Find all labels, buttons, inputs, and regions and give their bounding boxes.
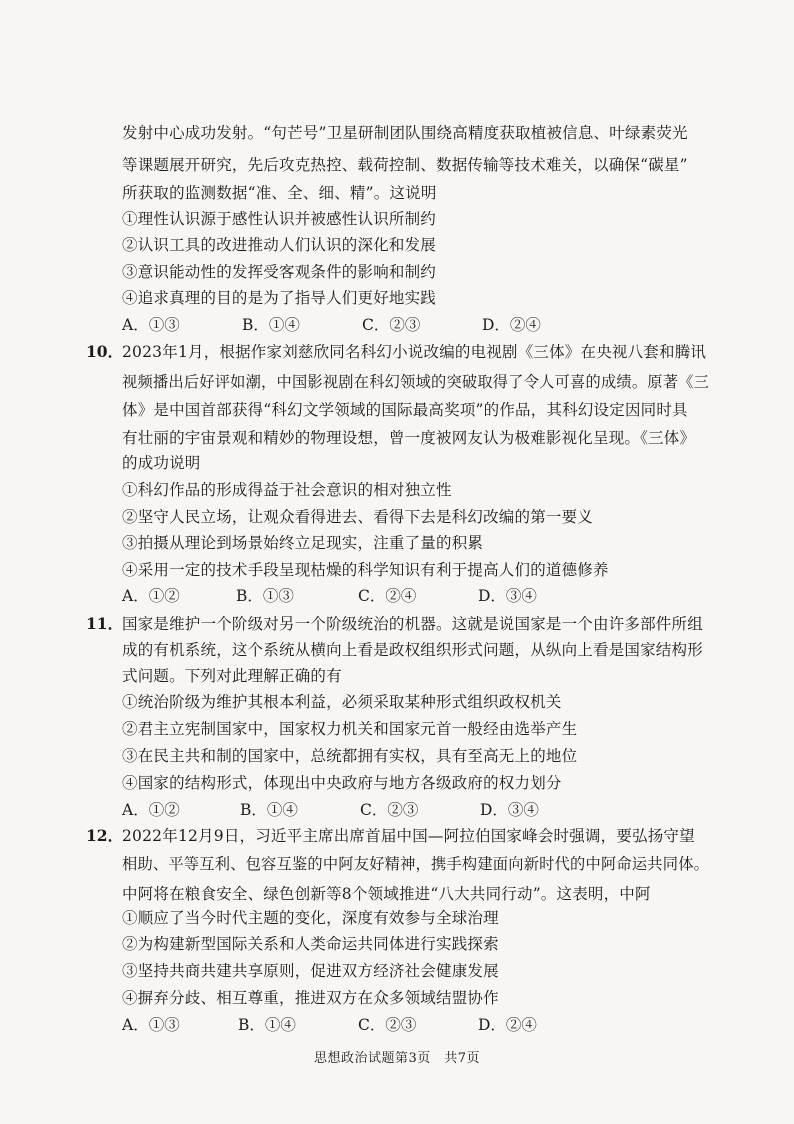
option-b[interactable]: B．①④ [240,801,298,819]
option-d[interactable]: D．③④ [480,801,539,819]
option-c[interactable]: C．②③ [362,316,421,334]
q12-line: 中阿将在粮食安全、绿色创新等8个领域推进“八大共同行动”。这表明，中阿 [122,885,651,903]
q10-statement: ①科幻作品的形成得益于社会意识的相对独立性 [122,481,452,499]
option-d[interactable]: D．③④ [478,587,537,605]
q11-line: 式问题。下列对此理解正确的有 [122,667,342,685]
q10-options [122,586,682,606]
option-a[interactable]: A．①③ [122,316,180,334]
q12-options [122,1015,682,1035]
q11-statement: ①统治阶级为维护其根本利益，必须采取某种形式组织政权机关 [122,693,562,711]
q9-line: 所获取的监测数据“准、全、细、精”。这说明 [122,184,437,202]
q10-line: 的成功说明 [122,454,201,472]
q11-statement: ③在民主共和制的国家中，总统都拥有实权，具有至高无上的地位 [122,747,578,765]
q9-line: 等课题展开研究，先后攻克热控、载荷控制、数据传输等技术难关，以确保“碳星” [122,156,688,174]
option-b[interactable]: B．①③ [236,587,294,605]
option-c[interactable]: C．②③ [358,1016,417,1034]
q10-line: 体》是中国首部获得“科幻文学领域的国际最高奖项”的作品，其科幻设定因同时具 [122,401,688,419]
q10-statement: ②坚守人民立场，让观众看得进去、看得下去是科幻改编的第一要义 [122,508,594,526]
q10-statement: ④采用一定的技术手段呈现枯燥的科学知识有利于提高人们的道德修养 [122,561,609,579]
q9-statement: ②认识工具的改进推动人们认识的深化和发展 [122,236,437,254]
option-b[interactable]: B．①④ [242,316,300,334]
q12-statement: ②为构建新型国际关系和人类命运共同体进行实践探索 [122,935,499,953]
q10-line: 2023年1月，根据作家刘慈欣同名科幻小说改编的电视剧《三体》在央视八套和腾讯 [122,343,707,361]
option-c[interactable]: C．②④ [358,587,417,605]
question-number: 10． [86,342,124,361]
question-number: 12． [86,826,124,845]
option-d[interactable]: D．②④ [482,316,541,334]
q12-line: 相助、平等互利、包容互鉴的中阿友好精神，携手构建面向新时代的中阿命运共同体。 [122,855,710,873]
q11-line: 国家是维护一个阶级对另一个阶级统治的机器。这就是说国家是一个由许多部件所组 [122,615,703,633]
option-a[interactable]: A．①② [122,587,180,605]
q9-statement: ④追求真理的目的是为了指导人们更好地实践 [122,289,437,307]
q12-line: 2022年12月9日，习近平主席出席首届中国—阿拉伯国家峰会时强调，要弘扬守望 [122,827,695,845]
option-a[interactable]: A．①③ [122,1016,180,1034]
option-c[interactable]: C．②③ [360,801,419,819]
option-a[interactable]: A．①② [122,801,180,819]
q9-options [122,315,682,335]
q11-options [122,800,682,820]
q10-line: 有壮丽的宇宙景观和精妙的物理设想，曾一度被网友认为极难影视化呈现。《三体》 [122,429,696,447]
q11-line: 成的有机系统，这个系统从横向上看是政权组织形式问题，从纵向上看是国家结构形 [122,641,703,659]
q12-statement: ①顺应了当今时代主题的变化，深度有效参与全球治理 [122,909,499,927]
q11-statement: ④国家的结构形式，体现出中央政府与地方各级政府的权力划分 [122,774,562,792]
q10-statement: ③拍摄从理论到场景始终立足现实，注重了量的积累 [122,534,484,552]
option-d[interactable]: D．②④ [478,1016,537,1034]
q10-line: 视频播出后好评如潮，中国影视剧在科幻领域的突破取得了令人可喜的成绩。原著《三 [122,373,710,391]
q12-statement: ③坚持共商共建共享原则，促进双方经济社会健康发展 [122,962,499,980]
q12-statement: ④摒弃分歧、相互尊重，推进双方在众多领域结盟协作 [122,989,499,1007]
page-footer: 思想政治试题第3页 共7页 [313,1051,481,1066]
question-number: 11． [86,614,124,633]
q11-statement: ②君主立宪制国家中，国家权力机关和国家元首一般经由选举产生 [122,720,578,738]
q9-line: 发射中心成功发射。“句芒号”卫星研制团队围绕高精度获取植被信息、叶绿素荧光 [122,124,688,142]
q9-statement: ①理性认识源于感性认识并被感性认识所制约 [122,210,437,228]
q9-statement: ③意识能动性的发挥受客观条件的影响和制约 [122,263,437,281]
option-b[interactable]: B．①④ [238,1016,296,1034]
